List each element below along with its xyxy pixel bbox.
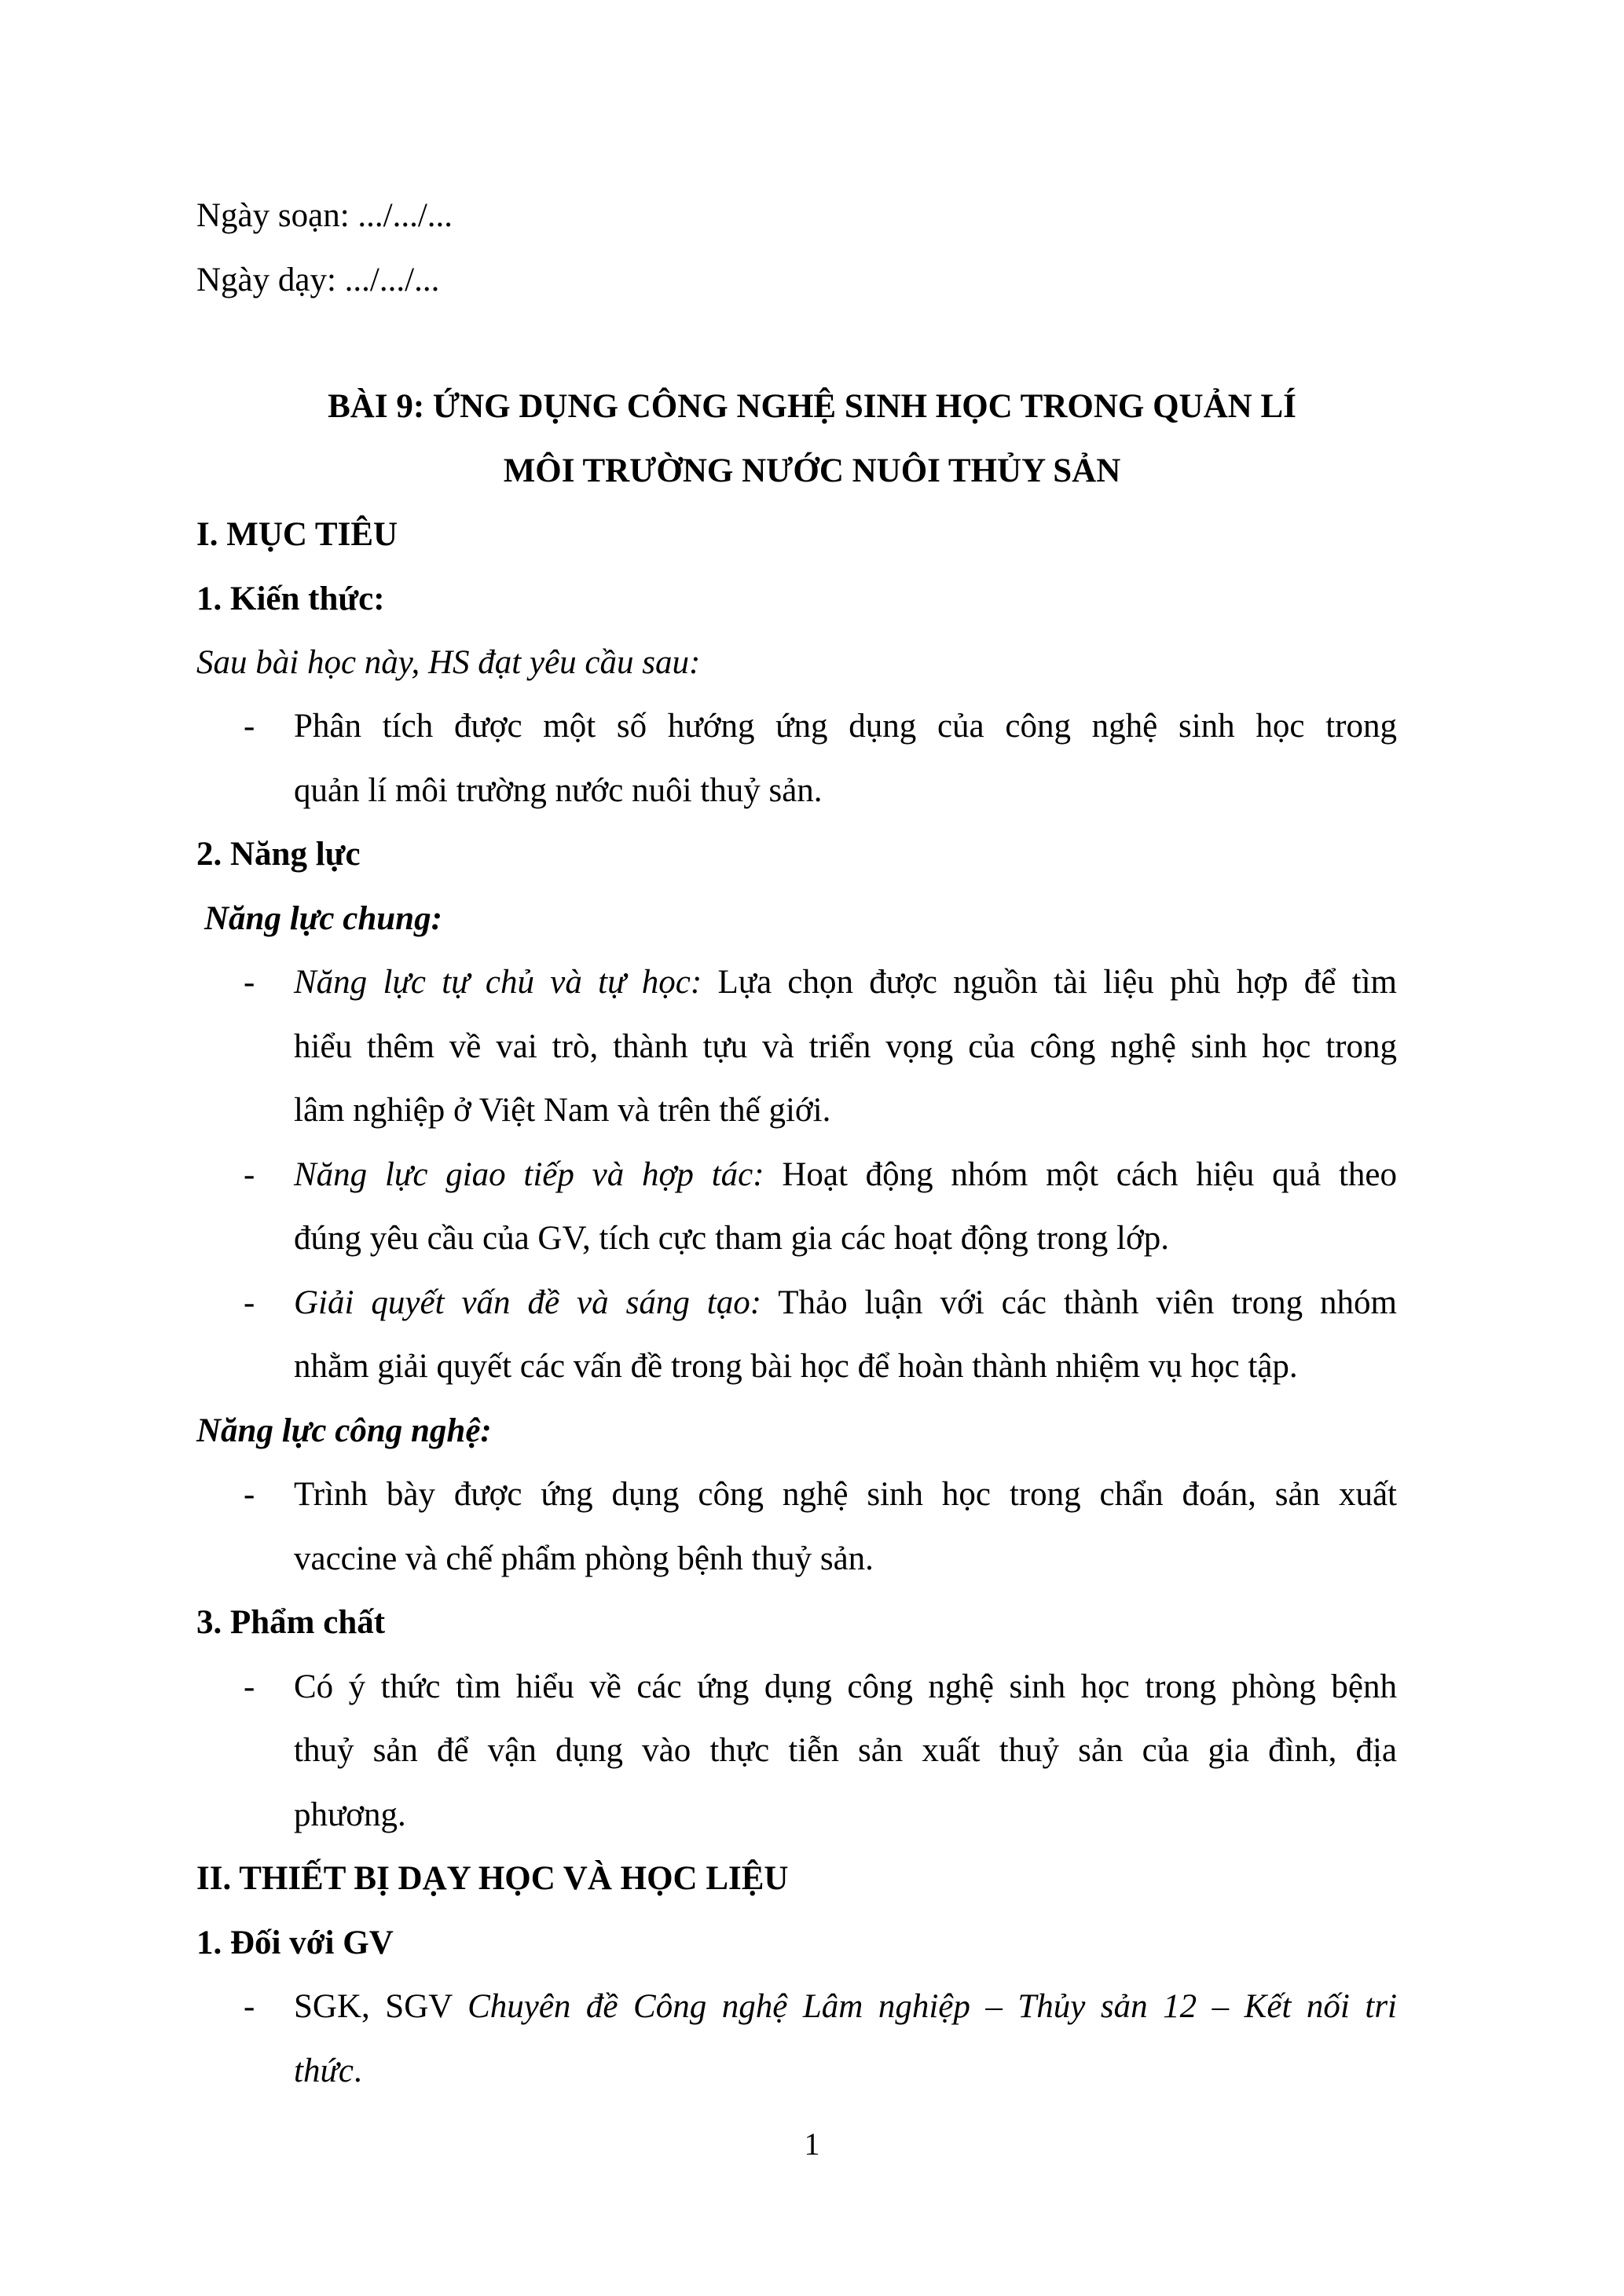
pham-chat-bullet-line3: phương.: [294, 1796, 406, 1833]
nang-luc-tu-chu-text: Lựa chọn được nguồn tài liệu phù hợp để tìm: [702, 964, 1397, 1001]
bullet-dash: -: [244, 708, 255, 745]
giai-quyet-van-de-text: Thảo luận với các thành viên trong nhóm: [761, 1284, 1397, 1321]
kien-thuc-bullet-line2: quản lí môi trường nước nuôi thuỷ sản.: [294, 772, 823, 809]
nang-luc-giao-tiep-line2: đúng yêu cầu của GV, tích cực tham gia các hoạt động trong lớp.: [294, 1220, 1169, 1257]
pham-chat-bullet-line1: Có ý thức tìm hiểu về các ứng dụng công nghệ sinh học trong phòng bệnh: [294, 1668, 1397, 1705]
page-number: 1: [804, 2126, 820, 2162]
pham-chat-heading: 3. Phẩm chất: [196, 1604, 386, 1641]
section-muc-tieu-heading: I. MỤC TIÊU: [196, 516, 398, 553]
gv-bullet-line1: [294, 1990, 1397, 2023]
gv-bullet-book-title: Chuyên đề Công nghệ Lâm nghiệp – Thủy sản 12 – Kết nối tri: [467, 1988, 1398, 2025]
lesson-title-line2: MÔI TRƯỜNG NƯỚC NUÔI THỦY SẢN: [503, 452, 1121, 489]
nang-luc-tu-chu-line1: [294, 965, 1397, 999]
nang-luc-giao-tiep-text: Hoạt động nhóm một cách hiệu quả theo: [764, 1156, 1397, 1193]
gv-bullet-period: .: [354, 2052, 362, 2089]
nang-luc-tu-chu-line2: hiểu thêm về vai trò, thành tựu và triển vọng của công nghệ sinh học trong: [294, 1028, 1397, 1065]
section-thiet-bi-heading: II. THIẾT BỊ DẠY HỌC VÀ HỌC LIỆU: [196, 1860, 789, 1897]
cong-nghe-bullet-line2: vaccine và chế phẩm phòng bệnh thuỷ sản.: [294, 1540, 874, 1577]
nang-luc-heading: 2. Năng lực: [196, 836, 361, 873]
nang-luc-chung-heading: Năng lực chung:: [204, 900, 442, 937]
giai-quyet-van-de-label: Giải quyết vấn đề và sáng tạo:: [294, 1284, 762, 1321]
nang-luc-tu-chu-line3: lâm nghiệp ở Việt Nam và trên thế giới.: [294, 1092, 831, 1129]
kien-thuc-heading: 1. Kiến thức:: [196, 580, 385, 617]
gv-bullet-book-title-end: thức: [294, 2052, 354, 2089]
giai-quyet-van-de-line1: [294, 1286, 1397, 1320]
nang-luc-giao-tiep-line1: [294, 1158, 1397, 1192]
cong-nghe-bullet-line1: Trình bày được ứng dụng công nghệ sinh học trong chẩn đoán, sản xuất: [294, 1476, 1397, 1513]
gv-bullet-line2: [294, 2054, 1397, 2088]
kien-thuc-intro: Sau bài học này, HS đạt yêu cầu sau:: [196, 644, 701, 681]
bullet-dash: -: [244, 1156, 255, 1193]
bullet-dash: -: [244, 964, 255, 1001]
ngay-soan: Ngày soạn: .../.../...: [196, 197, 453, 234]
gv-bullet-prefix: SGK, SGV: [294, 1988, 468, 2025]
nang-luc-cong-nghe-heading: Năng lực công nghệ:: [196, 1412, 492, 1449]
bullet-dash: -: [244, 1988, 255, 2025]
kien-thuc-bullet-line1: Phân tích được một số hướng ứng dụng của công nghệ sinh học trong: [294, 708, 1397, 745]
doi-voi-gv-heading: 1. Đối với GV: [196, 1924, 394, 1961]
bullet-dash: -: [244, 1476, 255, 1513]
bullet-dash: -: [244, 1284, 255, 1321]
nang-luc-giao-tiep-label: Năng lực giao tiếp và hợp tác:: [294, 1156, 764, 1193]
lesson-title-line1: BÀI 9: ỨNG DỤNG CÔNG NGHỆ SINH HỌC TRONG QUẢN LÍ: [328, 388, 1296, 425]
giai-quyet-van-de-line2: nhằm giải quyết các vấn đề trong bài học để hoàn thành nhiệm vụ học tập.: [294, 1348, 1298, 1385]
ngay-day: Ngày dạy: .../.../...: [196, 262, 440, 298]
nang-luc-tu-chu-label: Năng lực tự chủ và tự học:: [294, 964, 702, 1001]
pham-chat-bullet-line2: thuỷ sản để vận dụng vào thực tiễn sản xuất thuỷ sản của gia đình, địa: [294, 1732, 1397, 1769]
bullet-dash: -: [244, 1668, 255, 1705]
